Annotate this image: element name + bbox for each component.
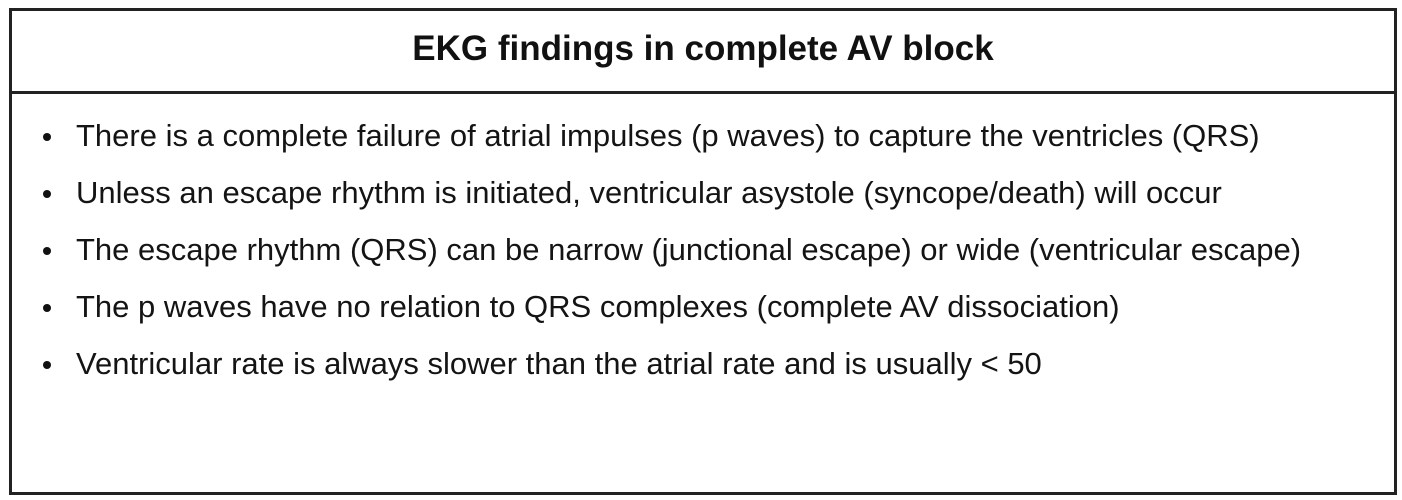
- list-item: [12, 287, 1394, 327]
- page-title: EKG findings in complete AV block: [412, 29, 994, 68]
- table-header: [12, 11, 1394, 94]
- list-item: [12, 116, 1394, 156]
- list-item-text: The escape rhythm (QRS) can be narrow (junctional escape) or wide (ventricular escape): [76, 232, 1302, 267]
- list-item: [12, 344, 1394, 384]
- bullet-icon: [43, 304, 51, 312]
- bullet-icon: [43, 247, 51, 255]
- list-item-text: The p waves have no relation to QRS complexes (complete AV dissociation): [76, 289, 1120, 324]
- findings-list: [12, 94, 1394, 384]
- findings-box: [9, 8, 1397, 495]
- list-item: [12, 173, 1394, 213]
- list-item-text: There is a complete failure of atrial impulses (p waves) to capture the ventricles (QRS): [76, 118, 1260, 153]
- list-item-text: Ventricular rate is always slower than the atrial rate and is usually < 50: [76, 346, 1042, 381]
- list-item: [12, 230, 1394, 270]
- list-item-text: Unless an escape rhythm is initiated, ventricular asystole (syncope/death) will occur: [76, 175, 1222, 210]
- bullet-icon: [43, 190, 51, 198]
- bullet-icon: [43, 361, 51, 369]
- bullet-icon: [43, 133, 51, 141]
